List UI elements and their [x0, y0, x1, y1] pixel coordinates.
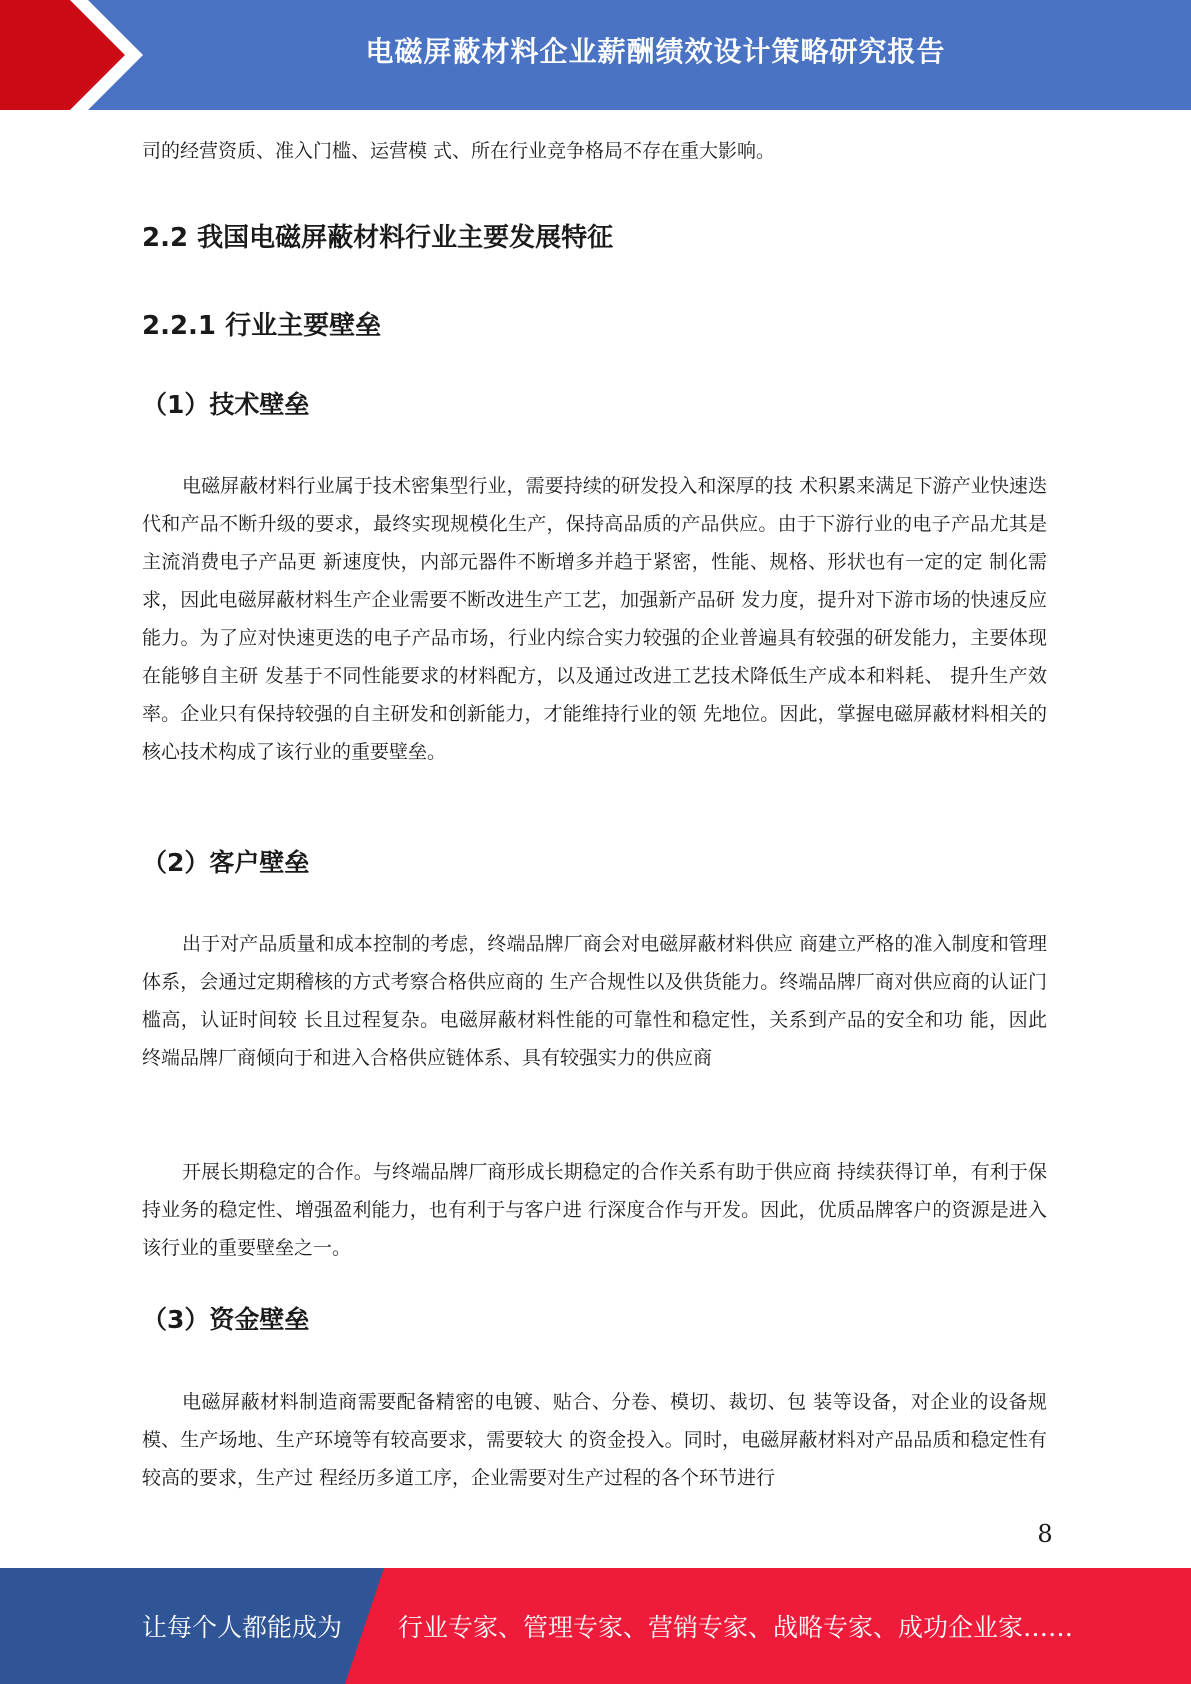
- tech-barrier-paragraph: 电磁屏蔽材料行业属于技术密集型行业，需要持续的研发投入和深厚的技 术积累来满足下游产业快速迭代和产品不断升级的要求，最终实现规模化生产，保持高品质的产品供应。由于下游行业的电子产品尤其是主流消费电子产品更 新速度快，内部元器件不断增多并趋于紧密，性能、规格、形状也有一定的定 制化需求，因此电磁屏蔽材料生产企业需要不断改进生产工艺，加强新产品研 发力度，提升对下游市场的快速反应能力。为了应对快速更迭的电子产品市场，行业内综合实力较强的企业普遍具有较强的研发能力，主要体现在能够自主研 发基于不同性能要求的材料配方，以及通过改进工艺技术降低生产成本和料耗、 提升生产效率。企业只有保持较强的自主研发和创新能力，才能维持行业的领 先地位。因此，掌握电磁屏蔽材料相关的核心技术构成了该行业的重要壁垒。: [142, 475, 1047, 763]
- footer-slogan-right: 行业专家、管理专家、营销专家、战略专家、成功企业家……: [398, 1613, 1074, 1642]
- report-title: 电磁屏蔽材料企业薪酬绩效设计策略研究报告: [365, 35, 946, 68]
- customer-barrier-paragraph-2: 开展长期稳定的合作。与终端品牌厂商形成长期稳定的合作关系有助于供应商 持续获得订单，有利于保持业务的稳定性、增强盈利能力，也有利于与客户进 行深度合作与开发。因此，优质品牌客户的资源是进入该行业的重要壁垒之一。: [142, 1161, 1047, 1259]
- capital-barrier-paragraph: 电磁屏蔽材料制造商需要配备精密的电镀、贴合、分卷、模切、裁切、包 装等设备，对企业的设备规模、生产场地、生产环境等有较高要求，需要较大 的资金投入。同时，电磁屏蔽材料对产品品质和稳定性有较高的要求，生产过 程经历多道工序，企业需要对生产过程的各个环节进行: [142, 1391, 1047, 1489]
- page-number: 8: [1037, 1520, 1053, 1548]
- page-content: [142, 132, 1047, 208]
- footer-slogan-left: 让每个人都能成为: [142, 1613, 343, 1642]
- capital-barrier-heading: （3）资金壁垒: [142, 1305, 310, 1334]
- tech-barrier-heading: （1）技术壁垒: [142, 390, 310, 419]
- continuation-text: 司的经营资质、准入门槛、运营模 式、所在行业竞争格局不存在重大影响。: [142, 140, 776, 162]
- section-2-2-heading: 2.2 我国电磁屏蔽材料行业主要发展特征: [142, 223, 614, 253]
- customer-barrier-heading: （2）客户壁垒: [142, 848, 310, 877]
- header-chevron-graphic: [0, 0, 160, 110]
- page-footer: [0, 1568, 1191, 1684]
- customer-barrier-paragraph-1: 出于对产品质量和成本控制的考虑，终端品牌厂商会对电磁屏蔽材料供应 商建立严格的准入制度和管理体系，会通过定期稽核的方式考察合格供应商的 生产合规性以及供货能力。终端品牌厂商对供应商的认证门槛高，认证时间较 长且过程复杂。电磁屏蔽材料性能的可靠性和稳定性，关系到产品的安全和功 能，因此终端品牌厂商倾向于和进入合格供应链体系、具有较强实力的供应商: [142, 933, 1047, 1069]
- section-2-2-1-heading: 2.2.1 行业主要壁垒: [142, 311, 382, 341]
- page-header: [0, 0, 1191, 110]
